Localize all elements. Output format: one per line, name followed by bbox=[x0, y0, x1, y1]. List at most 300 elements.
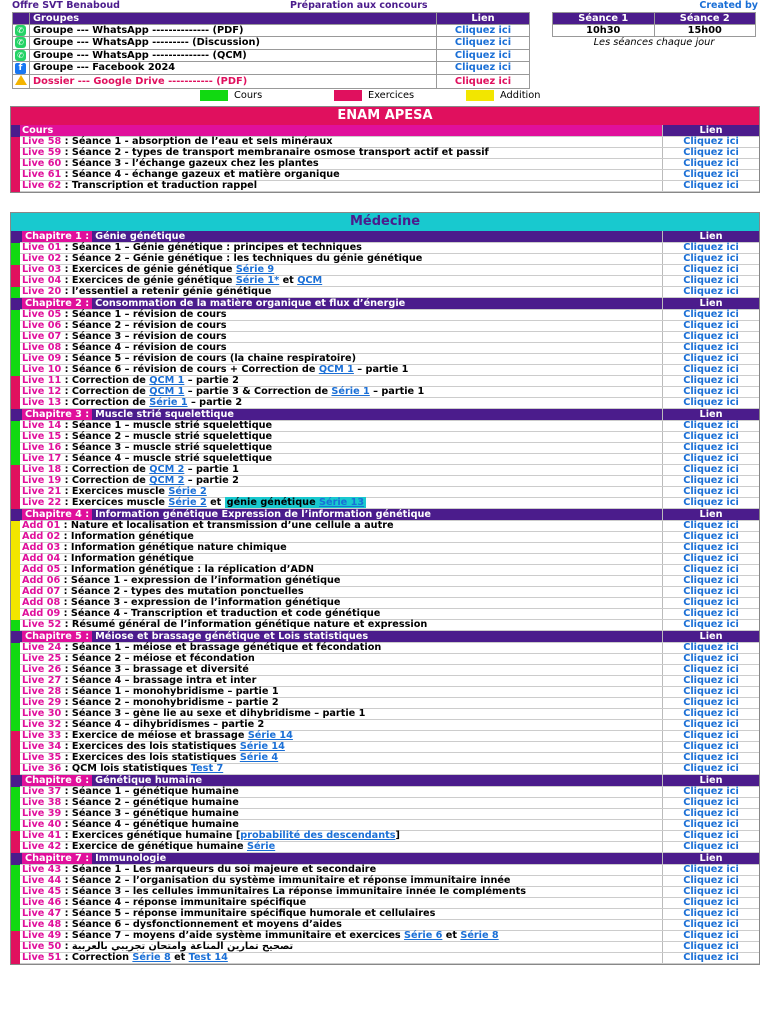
series-link-2[interactable]: Test 14 bbox=[188, 952, 228, 963]
enam-col-header: Cours bbox=[20, 125, 663, 137]
row-title bbox=[20, 676, 663, 687]
table-row bbox=[11, 443, 759, 454]
chapter-link-header: Lien bbox=[663, 231, 760, 243]
table-row bbox=[11, 942, 759, 953]
cliquez-ici-link[interactable]: Cliquez ici bbox=[663, 920, 760, 931]
row-title bbox=[20, 181, 663, 192]
cliquez-ici-link[interactable]: Cliquez ici bbox=[663, 742, 760, 753]
row-color-bar bbox=[11, 764, 20, 775]
row-title bbox=[20, 887, 663, 898]
table-row bbox=[11, 598, 759, 609]
cliquez-ici-link[interactable]: Cliquez ici bbox=[663, 598, 760, 609]
row-color-bar bbox=[11, 543, 20, 554]
table-row bbox=[11, 148, 759, 159]
legend-addition-swatch bbox=[466, 90, 494, 101]
row-color-bar bbox=[11, 243, 20, 254]
group-label: Dossier --- Google Drive ----------- (PDF) bbox=[30, 74, 437, 88]
table-row bbox=[11, 842, 759, 853]
cliquez-ici-link[interactable]: Cliquez ici bbox=[663, 276, 760, 287]
row-color-bar bbox=[11, 498, 20, 509]
prep-title: Préparation aux concours bbox=[290, 0, 428, 11]
row-title bbox=[20, 565, 663, 576]
row-text: : Séance 4 – muscle strié squelettique bbox=[61, 453, 273, 464]
row-color-bar bbox=[11, 487, 20, 498]
cliquez-ici-link[interactable]: Cliquez ici bbox=[663, 576, 760, 587]
row-title bbox=[20, 487, 663, 498]
group-row bbox=[13, 74, 530, 88]
cliquez-ici-link[interactable]: Cliquez ici bbox=[663, 365, 760, 376]
row-color-bar bbox=[11, 276, 20, 287]
row-text-mid: – partie 2 bbox=[184, 375, 239, 386]
top-header bbox=[0, 0, 768, 12]
cliquez-ici-link[interactable]: Cliquez ici bbox=[663, 898, 760, 909]
series-link[interactable]: QCM 1 bbox=[149, 386, 185, 397]
legend-addition-label: Addition bbox=[500, 90, 541, 101]
row-color-bar bbox=[11, 354, 20, 365]
row-color-bar bbox=[11, 476, 20, 487]
cliquez-ici-link[interactable]: Cliquez ici bbox=[663, 454, 760, 465]
row-tag: Add 02 bbox=[22, 531, 61, 542]
row-title bbox=[20, 343, 663, 354]
table-row bbox=[11, 421, 759, 432]
whatsapp-icon: ✆ bbox=[15, 25, 26, 36]
row-tag: Add 08 bbox=[22, 597, 61, 608]
chapter-tag: Chapitre 5 : bbox=[22, 631, 92, 642]
enam-table bbox=[11, 125, 759, 192]
table-row bbox=[11, 432, 759, 443]
cliquez-ici-link[interactable]: Cliquez ici bbox=[663, 543, 760, 554]
row-text: : Séance 4 - Transcription et traduction et code génétique bbox=[60, 608, 381, 619]
row-tag: Add 05 bbox=[22, 564, 61, 575]
table-row bbox=[11, 709, 759, 720]
cliquez-ici-link[interactable]: Cliquez ici bbox=[663, 753, 760, 764]
row-text: : Correction de bbox=[61, 375, 150, 386]
series-link[interactable]: Série 6 bbox=[404, 930, 443, 941]
cliquez-ici-link[interactable]: Cliquez ici bbox=[663, 887, 760, 898]
row-text: : Séance 2 – l’organisation du système immunitaire et réponse immunitaire innée bbox=[61, 875, 511, 886]
cliquez-ici-link[interactable]: Cliquez ici bbox=[663, 170, 760, 181]
row-tag: Live 59 bbox=[22, 147, 62, 158]
chapter-link-header: Lien bbox=[663, 853, 760, 865]
cliquez-ici-link[interactable]: Cliquez ici bbox=[663, 731, 760, 742]
row-text: : Transcription et traduction rappel bbox=[61, 180, 258, 191]
row-tag: Live 16 bbox=[22, 442, 62, 453]
series-link[interactable]: QCM 1 bbox=[149, 375, 185, 386]
cliquez-ici-link[interactable]: Cliquez ici bbox=[663, 687, 760, 698]
row-text: : Séance 4 – génétique humaine bbox=[61, 819, 239, 830]
group-label: Groupe --- WhatsApp --------- (Discussion) bbox=[30, 37, 437, 49]
row-title bbox=[20, 398, 663, 409]
group-row bbox=[13, 61, 530, 74]
row-text-mid: – partie 1 bbox=[184, 464, 239, 475]
chapter-header-bar bbox=[11, 509, 20, 521]
row-color-bar bbox=[11, 842, 20, 853]
cliquez-ici-link[interactable]: Cliquez ici bbox=[663, 310, 760, 321]
row-tag: Live 06 bbox=[22, 320, 62, 331]
cliquez-ici-link[interactable]: Cliquez ici bbox=[663, 565, 760, 576]
cliquez-ici-link[interactable]: Cliquez ici bbox=[663, 243, 760, 254]
offer-title: Offre SVT Benaboud bbox=[12, 0, 120, 11]
cliquez-ici-link[interactable]: Cliquez ici bbox=[663, 254, 760, 265]
row-text: : Séance 1 – génétique humaine bbox=[61, 786, 239, 797]
series-link[interactable]: Série 1 bbox=[149, 397, 188, 408]
groups-header-link: Lien bbox=[437, 13, 530, 25]
row-color-bar bbox=[11, 343, 20, 354]
row-title bbox=[20, 476, 663, 487]
series-link[interactable]: Série 2 bbox=[168, 497, 207, 508]
row-title bbox=[20, 576, 663, 587]
row-tag: Live 47 bbox=[22, 908, 62, 919]
row-tag: Live 40 bbox=[22, 819, 62, 830]
row-color-bar bbox=[11, 387, 20, 398]
chapter-link-header: Lien bbox=[663, 509, 760, 521]
table-row bbox=[11, 753, 759, 764]
cliquez-ici-link[interactable]: Cliquez ici bbox=[663, 321, 760, 332]
cliquez-ici-link[interactable]: Cliquez ici bbox=[663, 842, 760, 853]
chapter-title-cell bbox=[20, 509, 663, 521]
group-link[interactable]: Cliquez ici bbox=[437, 49, 530, 61]
row-tag: Add 06 bbox=[22, 575, 61, 586]
row-color-bar bbox=[11, 554, 20, 565]
chapter-title-cell bbox=[20, 853, 663, 865]
row-title bbox=[20, 243, 663, 254]
row-color-bar bbox=[11, 532, 20, 543]
row-color-bar bbox=[11, 421, 20, 432]
row-color-bar bbox=[11, 876, 20, 887]
row-color-bar bbox=[11, 137, 20, 148]
series-link[interactable]: QCM 2 bbox=[149, 475, 185, 486]
row-title bbox=[20, 554, 663, 565]
row-color-bar bbox=[11, 676, 20, 687]
series-link[interactable]: Série 4 bbox=[239, 752, 279, 763]
row-text: : Correction de bbox=[61, 386, 150, 397]
table-row bbox=[11, 698, 759, 709]
cliquez-ici-link[interactable]: Cliquez ici bbox=[663, 643, 760, 654]
table-row bbox=[11, 820, 759, 831]
row-title bbox=[20, 643, 663, 654]
table-row bbox=[11, 887, 759, 898]
row-text: : Séance 1 - absorption de l’eau et sels minéraux bbox=[61, 136, 333, 147]
row-text: : تصحيح تمارين المناعة وامتحان تجريبي بالعربية bbox=[61, 941, 294, 952]
table-row bbox=[11, 398, 759, 409]
chapter-title: Immunologie bbox=[95, 852, 167, 864]
row-text: : Exercices de génie génétique bbox=[61, 275, 236, 286]
cliquez-ici-link[interactable]: Cliquez ici bbox=[663, 665, 760, 676]
row-tag: Live 14 bbox=[22, 420, 62, 431]
row-tag: Live 42 bbox=[22, 841, 62, 852]
series-link[interactable]: Série 8 bbox=[132, 952, 171, 963]
row-text: : Correction de bbox=[61, 475, 150, 486]
row-tag: Live 05 bbox=[22, 309, 62, 320]
row-tag: Live 35 bbox=[22, 752, 62, 763]
enam-title: ENAM APESA bbox=[11, 107, 759, 125]
group-icon-cell bbox=[13, 25, 30, 37]
row-tag: Live 48 bbox=[22, 919, 62, 930]
cliquez-ici-link[interactable]: Cliquez ici bbox=[663, 521, 760, 532]
chapter-header bbox=[11, 298, 759, 310]
cliquez-ici-link[interactable]: Cliquez ici bbox=[663, 931, 760, 942]
cliquez-ici-link[interactable]: Cliquez ici bbox=[663, 137, 760, 148]
row-text: : Séance 3 – gène lie au sexe et dihybridisme – partie 1 bbox=[61, 708, 366, 719]
table-row bbox=[11, 787, 759, 798]
row-title bbox=[20, 876, 663, 887]
cliquez-ici-link[interactable]: Cliquez ici bbox=[663, 498, 760, 509]
row-tag: Live 17 bbox=[22, 453, 62, 464]
cliquez-ici-link[interactable]: Cliquez ici bbox=[663, 820, 760, 831]
row-text: : Séance 5 – réponse immunitaire spécifique humorale et cellulaires bbox=[61, 908, 436, 919]
cliquez-ici-link[interactable]: Cliquez ici bbox=[663, 432, 760, 443]
row-color-bar bbox=[11, 443, 20, 454]
table-row bbox=[11, 310, 759, 321]
cliquez-ici-link[interactable]: Cliquez ici bbox=[663, 376, 760, 387]
cliquez-ici-link[interactable]: Cliquez ici bbox=[663, 265, 760, 276]
row-color-bar bbox=[11, 620, 20, 631]
cliquez-ici-link[interactable]: Cliquez ici bbox=[663, 354, 760, 365]
cliquez-ici-link[interactable]: Cliquez ici bbox=[663, 876, 760, 887]
group-link[interactable]: Cliquez ici bbox=[437, 25, 530, 37]
row-text-mid: et bbox=[206, 497, 225, 508]
cliquez-ici-link[interactable]: Cliquez ici bbox=[663, 148, 760, 159]
table-row bbox=[11, 365, 759, 376]
series-link[interactable]: probabilité des descendants bbox=[240, 830, 396, 841]
row-text: : Exercice de génétique humaine bbox=[61, 841, 247, 852]
cliquez-ici-link[interactable]: Cliquez ici bbox=[663, 487, 760, 498]
row-tag: Live 52 bbox=[22, 619, 62, 630]
cliquez-ici-link[interactable]: Cliquez ici bbox=[663, 798, 760, 809]
cliquez-ici-link[interactable]: Cliquez ici bbox=[663, 159, 760, 170]
row-text: : Exercice de méiose et brassage bbox=[61, 730, 248, 741]
row-tag: Live 11 bbox=[22, 375, 62, 386]
row-text-mid: et bbox=[442, 930, 461, 941]
cliquez-ici-link[interactable]: Cliquez ici bbox=[663, 942, 760, 953]
cliquez-ici-link[interactable]: Cliquez ici bbox=[663, 387, 760, 398]
series-link-2[interactable]: Série 8 bbox=[460, 930, 499, 941]
chapter-header bbox=[11, 775, 759, 787]
series-link[interactable]: QCM 2 bbox=[149, 464, 185, 475]
row-title bbox=[20, 920, 663, 931]
series-link[interactable]: Série bbox=[246, 841, 276, 852]
legend bbox=[0, 90, 768, 102]
cliquez-ici-link[interactable]: Cliquez ici bbox=[663, 532, 760, 543]
row-tag: Live 10 bbox=[22, 364, 62, 375]
cliquez-ici-link[interactable]: Cliquez ici bbox=[663, 465, 760, 476]
row-text-mid: et bbox=[170, 952, 189, 963]
seance-2-time: 15h00 bbox=[654, 25, 756, 37]
row-text: : Exercices muscle bbox=[61, 486, 169, 497]
row-text: : Correction de bbox=[61, 464, 150, 475]
row-tag: Live 38 bbox=[22, 797, 62, 808]
row-color-bar bbox=[11, 321, 20, 332]
table-row bbox=[11, 731, 759, 742]
table-row bbox=[11, 809, 759, 820]
cliquez-ici-link[interactable]: Cliquez ici bbox=[663, 421, 760, 432]
chapter-title-cell bbox=[20, 775, 663, 787]
row-color-bar bbox=[11, 920, 20, 931]
row-color-bar bbox=[11, 376, 20, 387]
row-text: : Séance 1 – méiose et brassage génétique et fécondation bbox=[61, 642, 382, 653]
row-tag: Live 32 bbox=[22, 719, 62, 730]
series-link[interactable]: Série 14 bbox=[239, 741, 285, 752]
cliquez-ici-link[interactable]: Cliquez ici bbox=[663, 865, 760, 876]
row-text: : Séance 6 – dysfonctionnement et moyens d’aides bbox=[61, 919, 342, 930]
row-tag: Live 43 bbox=[22, 864, 62, 875]
cliquez-ici-link[interactable]: Cliquez ici bbox=[663, 343, 760, 354]
row-text: : Séance 4 – révision de cours bbox=[61, 342, 227, 353]
row-color-bar bbox=[11, 898, 20, 909]
series-link[interactable]: Série 2 bbox=[168, 486, 207, 497]
table-row bbox=[11, 609, 759, 620]
row-title bbox=[20, 443, 663, 454]
row-tag: Live 18 bbox=[22, 464, 62, 475]
chapter-header-bar bbox=[11, 409, 20, 421]
row-text: : Séance 2 – muscle strié squelettique bbox=[61, 431, 273, 442]
chapter-title: Consommation de la matière organique et flux d’énergie bbox=[95, 297, 406, 309]
row-text: : Séance 3 – muscle strié squelettique bbox=[61, 442, 273, 453]
row-text-mid: et bbox=[279, 275, 298, 286]
row-text: : Séance 1 – Les marqueurs du soi majeure et secondaire bbox=[61, 864, 377, 875]
row-title bbox=[20, 454, 663, 465]
series-link[interactable]: Test 7 bbox=[190, 763, 224, 774]
row-text-mid: ] bbox=[395, 830, 400, 841]
row-color-bar bbox=[11, 432, 20, 443]
cliquez-ici-link[interactable]: Cliquez ici bbox=[663, 698, 760, 709]
cliquez-ici-link[interactable]: Cliquez ici bbox=[663, 332, 760, 343]
row-title bbox=[20, 665, 663, 676]
row-title bbox=[20, 521, 663, 532]
legend-exercices-swatch bbox=[334, 90, 362, 101]
cliquez-ici-link[interactable]: Cliquez ici bbox=[663, 764, 760, 775]
cliquez-ici-link[interactable]: Cliquez ici bbox=[663, 654, 760, 665]
series-link[interactable]: Série 1* bbox=[235, 275, 280, 286]
row-title bbox=[20, 498, 663, 509]
table-row bbox=[11, 543, 759, 554]
row-tag: Add 01 bbox=[22, 520, 61, 531]
group-link[interactable]: Cliquez ici bbox=[437, 74, 530, 88]
cliquez-ici-link[interactable]: Cliquez ici bbox=[663, 609, 760, 620]
row-tag: Live 50 bbox=[22, 941, 62, 952]
table-row bbox=[11, 376, 759, 387]
table-row bbox=[11, 254, 759, 265]
table-row bbox=[11, 532, 759, 543]
row-color-bar bbox=[11, 148, 20, 159]
row-color-bar bbox=[11, 887, 20, 898]
row-color-bar bbox=[11, 265, 20, 276]
chapter-title-cell bbox=[20, 409, 663, 421]
row-title bbox=[20, 798, 663, 809]
row-text: : Séance 2 – génétique humaine bbox=[61, 797, 239, 808]
cliquez-ici-link[interactable]: Cliquez ici bbox=[663, 720, 760, 731]
group-icon-cell bbox=[13, 61, 30, 74]
chapter-header bbox=[11, 853, 759, 865]
row-color-bar bbox=[11, 365, 20, 376]
cliquez-ici-link[interactable]: Cliquez ici bbox=[663, 809, 760, 820]
row-color-bar bbox=[11, 942, 20, 953]
row-text: : Séance 1 – muscle strié squelettique bbox=[61, 420, 273, 431]
row-title bbox=[20, 609, 663, 620]
table-row bbox=[11, 865, 759, 876]
row-title bbox=[20, 698, 663, 709]
series-link-2[interactable]: Série 13 bbox=[319, 497, 365, 508]
chapter-title: Information génétique Expression de l’information génétique bbox=[95, 508, 431, 520]
chapter-header-bar bbox=[11, 298, 20, 310]
cliquez-ici-link[interactable]: Cliquez ici bbox=[663, 787, 760, 798]
seance-2-header: Séance 2 bbox=[654, 13, 756, 25]
chapter-tag: Chapitre 4 : bbox=[22, 509, 92, 520]
cliquez-ici-link[interactable]: Cliquez ici bbox=[663, 831, 760, 842]
row-tag: Live 29 bbox=[22, 697, 62, 708]
row-title bbox=[20, 276, 663, 287]
medecine-section bbox=[10, 212, 760, 965]
row-text: : QCM lois statistiques bbox=[61, 763, 191, 774]
series-link-2[interactable]: Série 1 bbox=[331, 386, 370, 397]
cliquez-ici-link[interactable]: Cliquez ici bbox=[663, 287, 760, 298]
cliquez-ici-link[interactable]: Cliquez ici bbox=[663, 909, 760, 920]
row-text-mid: – partie 2 bbox=[184, 475, 239, 486]
table-row bbox=[11, 476, 759, 487]
row-color-bar bbox=[11, 654, 20, 665]
series-link[interactable]: QCM 1 bbox=[318, 364, 354, 375]
row-text: : Séance 3 – génétique humaine bbox=[61, 808, 239, 819]
row-text: : Séance 6 – révision de cours + Correction de bbox=[61, 364, 319, 375]
cliquez-ici-link[interactable]: Cliquez ici bbox=[663, 676, 760, 687]
row-color-bar bbox=[11, 931, 20, 942]
cliquez-ici-link[interactable]: Cliquez ici bbox=[663, 181, 760, 192]
chapter-title: Muscle strié squelettique bbox=[95, 408, 234, 420]
row-tag: Live 04 bbox=[22, 275, 62, 286]
series-link[interactable]: Série 14 bbox=[247, 730, 293, 741]
chapter-title-cell bbox=[20, 231, 663, 243]
row-color-bar bbox=[11, 465, 20, 476]
row-color-bar bbox=[11, 576, 20, 587]
cliquez-ici-link[interactable]: Cliquez ici bbox=[663, 709, 760, 720]
row-tag: Live 15 bbox=[22, 431, 62, 442]
cliquez-ici-link[interactable]: Cliquez ici bbox=[663, 476, 760, 487]
cliquez-ici-link[interactable]: Cliquez ici bbox=[663, 443, 760, 454]
cliquez-ici-link[interactable]: Cliquez ici bbox=[663, 554, 760, 565]
row-title bbox=[20, 598, 663, 609]
created-by-link[interactable]: Created by bbox=[699, 0, 758, 11]
group-row bbox=[13, 49, 530, 61]
cliquez-ici-link[interactable]: Cliquez ici bbox=[663, 620, 760, 631]
table-row bbox=[11, 654, 759, 665]
series-link-2[interactable]: QCM bbox=[297, 275, 323, 286]
group-link[interactable]: Cliquez ici bbox=[437, 37, 530, 49]
chapter-header bbox=[11, 509, 759, 521]
table-row bbox=[11, 931, 759, 942]
row-text: : Séance 1 - expression de l’information génétique bbox=[60, 575, 341, 586]
row-tag: Live 33 bbox=[22, 730, 62, 741]
row-title bbox=[20, 709, 663, 720]
table-row bbox=[11, 265, 759, 276]
row-text: : Information génétique nature chimique bbox=[60, 542, 287, 553]
whatsapp-icon: ✆ bbox=[15, 37, 26, 48]
cliquez-ici-link[interactable]: Cliquez ici bbox=[663, 953, 760, 964]
table-row bbox=[11, 620, 759, 631]
row-tag: Live 51 bbox=[22, 952, 62, 963]
series-link[interactable]: Série 9 bbox=[235, 264, 275, 275]
table-row bbox=[11, 643, 759, 654]
row-color-bar bbox=[11, 598, 20, 609]
row-text: : Nature et localisation et transmission d’une cellule a autre bbox=[60, 520, 394, 531]
row-color-bar bbox=[11, 565, 20, 576]
cliquez-ici-link[interactable]: Cliquez ici bbox=[663, 587, 760, 598]
row-title bbox=[20, 820, 663, 831]
group-link[interactable]: Cliquez ici bbox=[437, 61, 530, 74]
table-row bbox=[11, 764, 759, 775]
cliquez-ici-link[interactable]: Cliquez ici bbox=[663, 398, 760, 409]
row-color-bar bbox=[11, 521, 20, 532]
row-tag: Live 02 bbox=[22, 253, 62, 264]
